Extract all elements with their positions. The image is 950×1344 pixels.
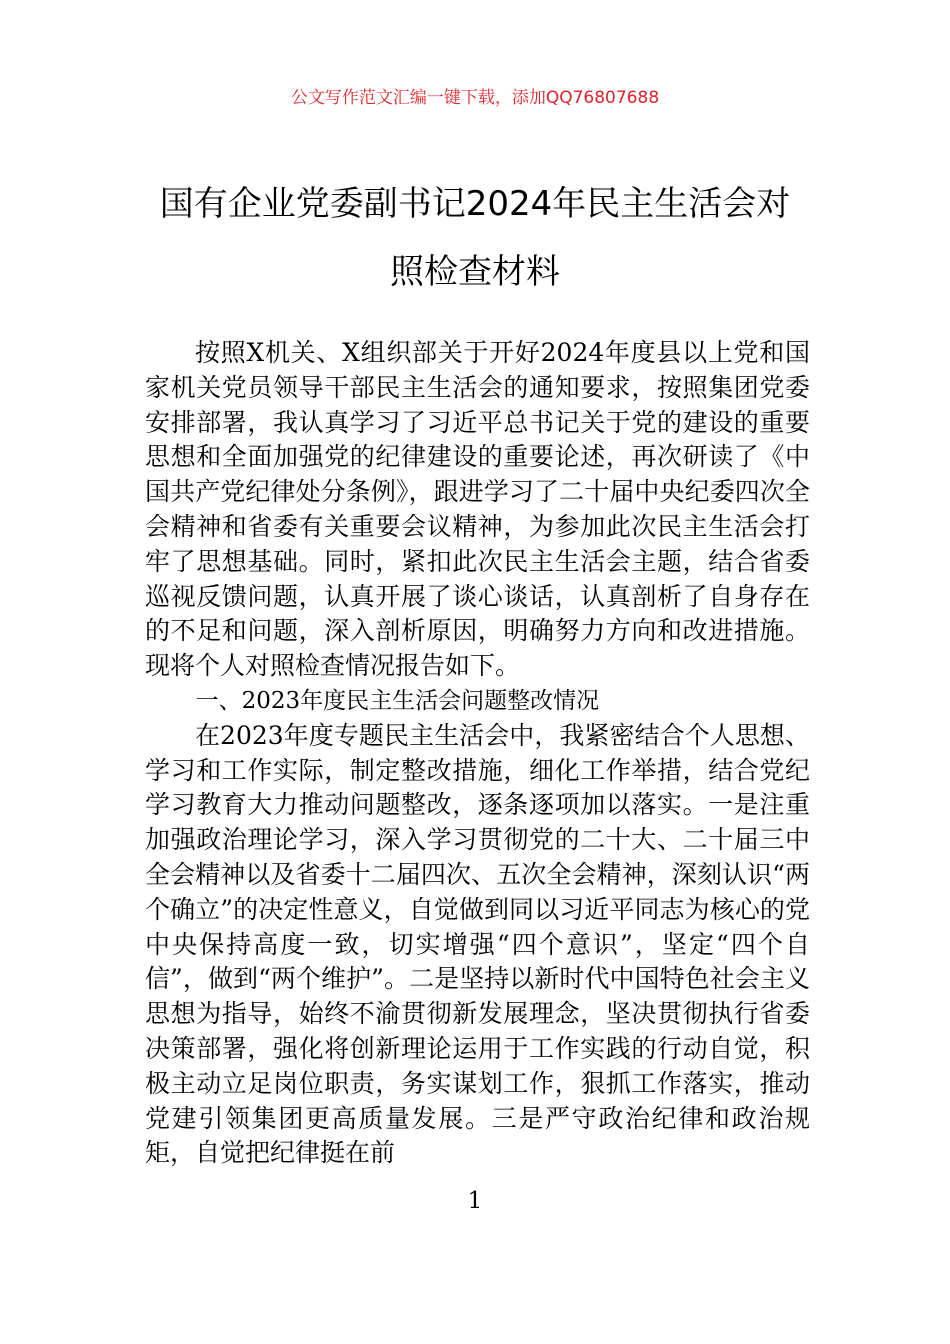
section-1-paragraph: 在2023年度专题民主生活会中，我紧密结合个人思想、学习和工作实际，制定整改措施，细化工作举措，结合党纪学习教育大力推动问题整改，逐条逐项加以落实。一是注重加强政治理论学习，深入学习贯彻党的二十大、二十届三中全会精神以及省委十二届四次、五次全会精神，深刻认识“两个确立”的决定性意义，自觉做到同以习近平同志为核心的党中央保持高度一致，切实增强“四个意识”，坚定“四个自信”，做到“两个维护”。二是坚持以新时代中国特色社会主义思想为指导，始终不渝贯彻新发展理念，坚决贯彻执行省委决策部署，强化将创新理论运用于工作实践的行动自觉，积极主动立足岗位职责，务实谋划工作，狠抓工作落实，推动党建引领集团更高质量发展。三是严守政治纪律和政治规矩，自觉把纪律挺在前 [145,720,810,1168]
intro-paragraph: 按照X机关、X组织部关于开好2024年度县以上党和国家机关党员领导干部民主生活会的通知要求，按照集团党委安排部署，我认真学习了习近平总书记关于党的建设的重要思想和全面加强党的纪律建设的重要论述，再次研读了《中国共产党纪律处分条例》，跟进学习了二十届中央纪委四次全会精神和省委有关重要会议精神，为参加此次民主生活会打牢了思想基础。同时，紧扣此次民主生活会主题，结合省委巡视反馈问题，认真开展了谈心谈话，认真剖析了自身存在的不足和问题，深入剖析原因，明确努力方向和改进措施。现将个人对照检查情况报告如下。 [145,338,810,681]
document-title [120,170,830,306]
header-promo-note: 公文写作范文汇编一键下载，添加QQ76807688 [290,88,660,108]
title-line-2: 照检查材料 [390,252,560,292]
page-number: 1 [467,1188,483,1214]
section-1-heading: 一、2023年度民主生活会问题整改情况 [195,687,600,714]
document-body [145,336,810,1171]
title-line-1: 国有企业党委副书记2024年民主生活会对 [159,184,791,224]
